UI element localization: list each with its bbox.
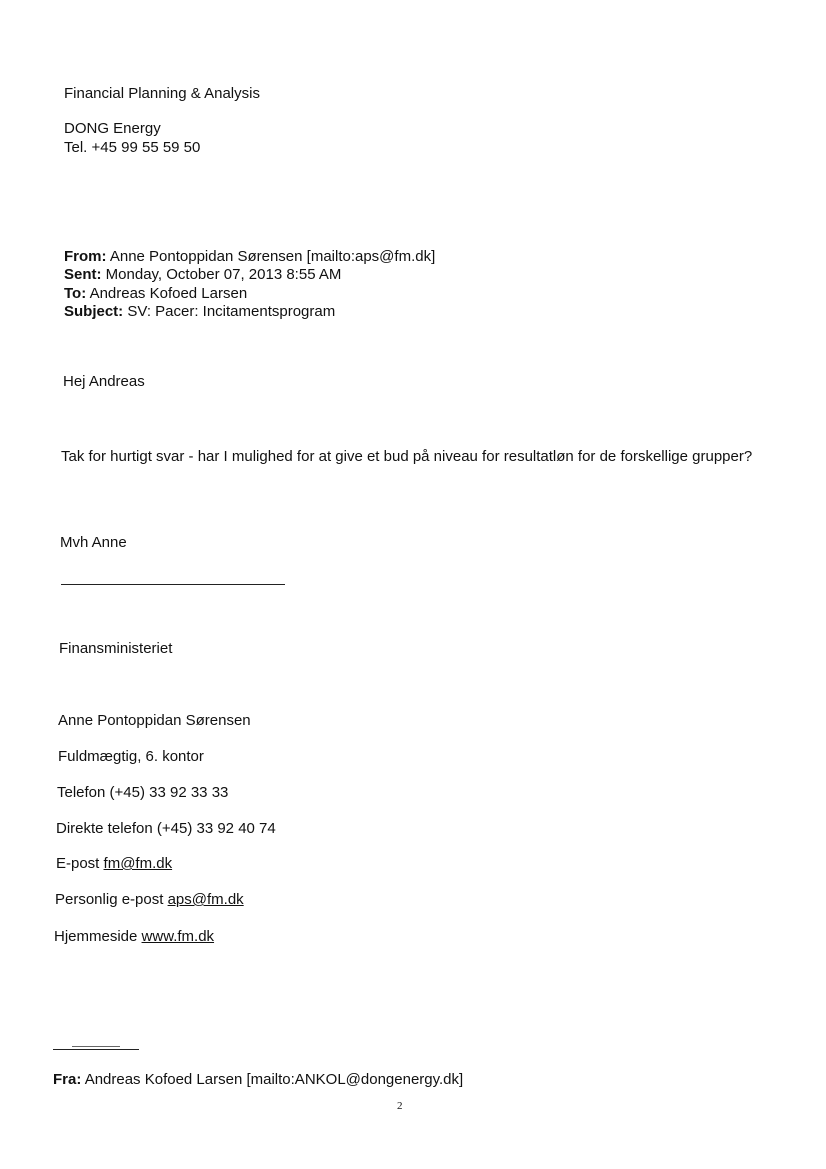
- to-line: [64, 285, 247, 303]
- company-text: DONG Energy: [64, 120, 161, 137]
- closing-text: Mvh Anne: [60, 534, 127, 551]
- personal-email-link[interactable]: aps@fm.dk: [167, 891, 244, 908]
- signature-website-line: [54, 928, 214, 946]
- to-value: Andreas Kofoed Larsen: [89, 285, 248, 302]
- signature-direct-phone: Direkte telefon (+45) 33 92 40 74: [56, 820, 276, 837]
- email-label: E-post: [56, 855, 100, 872]
- sent-value: Monday, October 07, 2013 8:55 AM: [105, 266, 342, 283]
- footer-from-label: Fra:: [53, 1071, 82, 1088]
- phone-text: Tel. +45 99 55 59 50: [64, 139, 201, 156]
- website-label: Hjemmeside: [54, 928, 138, 945]
- subject-label: Subject:: [64, 303, 124, 320]
- department-text: Financial Planning & Analysis: [64, 85, 260, 102]
- subject-value: SV: Pacer: Incitamentsprogram: [127, 303, 336, 320]
- signature-title: Fuldmægtig, 6. kontor: [58, 748, 204, 765]
- page-number: 2: [397, 1100, 403, 1112]
- personal-email-label: Personlig e-post: [55, 891, 164, 908]
- footer-divider-accent: [72, 1046, 120, 1047]
- email-link[interactable]: fm@fm.dk: [103, 855, 173, 872]
- to-label: To:: [64, 285, 87, 302]
- from-line: [64, 248, 435, 266]
- greeting-text: Hej Andreas: [63, 373, 145, 390]
- signature-divider: [61, 584, 285, 585]
- sent-line: [64, 266, 341, 284]
- signature-name: Anne Pontoppidan Sørensen: [58, 712, 251, 729]
- website-link[interactable]: www.fm.dk: [141, 928, 215, 945]
- footer-from-value: Andreas Kofoed Larsen [mailto:ANKOL@dongenergy.dk]: [84, 1071, 464, 1088]
- from-value: Anne Pontoppidan Sørensen [mailto:aps@fm.dk]: [109, 248, 436, 265]
- signature-personal-email-line: [55, 891, 244, 909]
- signature-phone: Telefon (+45) 33 92 33 33: [57, 784, 229, 801]
- signature-organization: Finansministeriet: [59, 640, 173, 657]
- subject-line: [64, 303, 335, 321]
- body-paragraph: Tak for hurtigt svar - har I mulighed for at give et bud på niveau for resultatløn for de forskellige grupper?: [61, 448, 753, 465]
- from-label: From:: [64, 248, 107, 265]
- sent-label: Sent:: [64, 266, 102, 283]
- footer-from-line: [53, 1071, 463, 1089]
- signature-email-line: [56, 855, 172, 873]
- footer-divider: [53, 1049, 139, 1050]
